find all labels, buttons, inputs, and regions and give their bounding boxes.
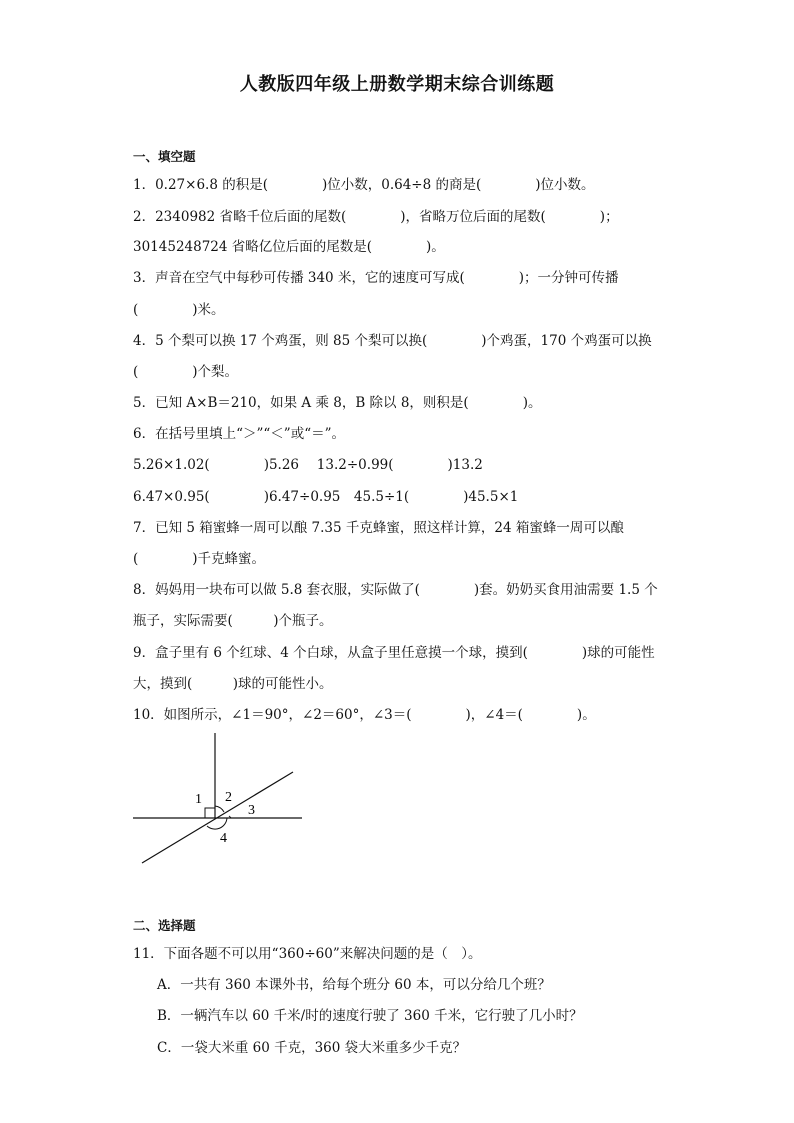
question-7-line-2: ( )千克蜂蜜。 (133, 551, 266, 567)
section-heading-multiple-choice: 二、选择题 (133, 918, 196, 933)
angle-label-3: 3 (248, 803, 255, 818)
question-10: 10．如图所示，∠1＝90°，∠2＝60°，∠3＝( )，∠4＝( )。 (133, 707, 596, 723)
question-7-line-1: 7．已知 5 箱蜜蜂一周可以酿 7.35 千克蜂蜜，照这样计算，24 箱蜜蜂一周可以酿 (133, 520, 624, 536)
question-11: 11．下面各题不可以用“360÷60”来解决问题的是（ ）。 (133, 946, 482, 962)
question-6-row-1: 5.26×1.02( )5.26 13.2÷0.99( )13.2 (133, 457, 483, 473)
question-9-line-2: 大，摸到( )球的可能性小。 (133, 676, 333, 692)
angle-label-4: 4 (220, 831, 227, 846)
page-title: 人教版四年级上册数学期末综合训练题 (239, 74, 555, 95)
option-a: A．一共有 360 本课外书，给每个班分 60 本，可以分给几个班？ (157, 977, 551, 993)
angle-figure (128, 728, 308, 868)
option-c: C．一袋大米重 60 千克，360 袋大米重多少千克？ (157, 1040, 467, 1056)
option-b: B．一辆汽车以 60 千米/时的速度行驶了 360 千米，它行驶了几小时？ (157, 1008, 583, 1024)
question-3-line-1: 3．声音在空气中每秒可传播 340 米，它的速度可写成( )；一分钟可传播 (133, 270, 619, 286)
angle-2-arc (215, 806, 224, 812)
question-4-line-2: ( )个梨。 (133, 364, 239, 380)
angle-4-arc (207, 818, 227, 829)
question-2-line-2: 30145248724 省略亿位后面的尾数是( )。 (133, 239, 445, 255)
question-6: 6．在括号里填上“＞”“＜”或“＝”。 (133, 426, 345, 442)
question-1: 1．0.27×6.8 的积是( )位小数，0.64÷8 的商是( )位小数。 (133, 177, 595, 193)
question-8-line-2: 瓶子，实际需要( )个瓶子。 (133, 613, 333, 629)
question-6-row-2: 6.47×0.95( )6.47÷0.95 45.5÷1( )45.5×1 (133, 489, 519, 505)
question-3-line-2: ( )米。 (133, 302, 225, 318)
angle-label-2: 2 (225, 790, 232, 805)
question-8-line-1: 8．妈妈用一块布可以做 5.8 套衣服，实际做了( )套。奶奶买食用油需要 1.5 个 (133, 582, 658, 598)
section-heading-fill-blank: 一、填空题 (133, 149, 196, 164)
question-5: 5．已知 A×B＝210，如果 A 乘 8，B 除以 8，则积是( )。 (133, 395, 542, 411)
question-2-line-1: 2．2340982 省略千位后面的尾数( )，省略万位后面的尾数( )； (133, 209, 619, 225)
question-4-line-1: 4．5 个梨可以换 17 个鸡蛋，则 85 个梨可以换( )个鸡蛋，170 个鸡蛋可以换 (133, 333, 652, 349)
angle-label-1: 1 (195, 792, 202, 807)
right-angle-mark (205, 808, 215, 818)
question-9-line-1: 9．盒子里有 6 个红球、4 个白球，从盒子里任意摸一个球，摸到( )球的可能性 (133, 645, 655, 661)
